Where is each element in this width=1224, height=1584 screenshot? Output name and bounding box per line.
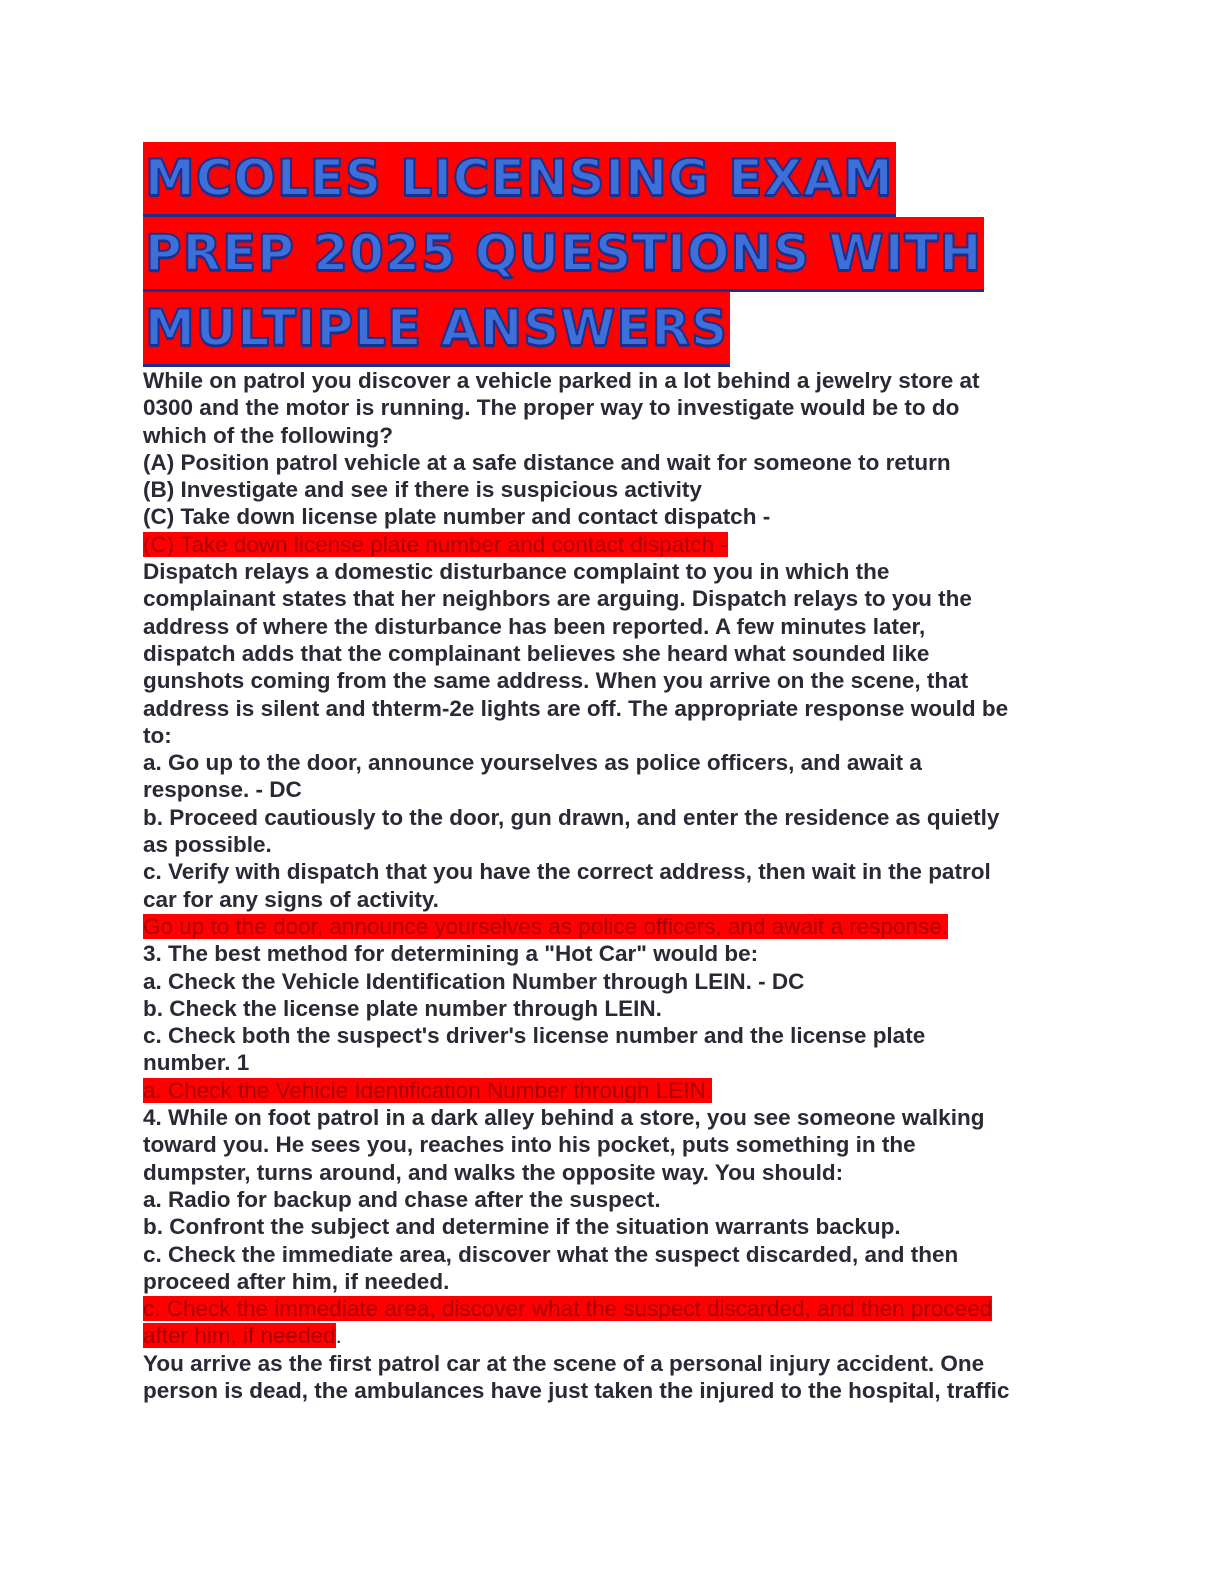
answer-option: a. Radio for backup and chase after the suspect. [143,1186,661,1212]
question-1 [143,367,1078,558]
highlighted-answer: c. Check the immediate area, discover what the suspect discarded, and then proceed [143,1296,993,1322]
highlighted-answer-line [143,1322,1078,1349]
question-stem: dumpster, turns around, and walks the opposite way. You should: [143,1159,844,1185]
question-stem: Dispatch relays a domestic disturbance complaint to you in which the [143,559,890,585]
highlighted-answer: (C) Take down license plate number and contact dispatch - [143,531,728,557]
answer-option: response. - DC [143,777,302,803]
answer-option: c. Check the immediate area, discover what the suspect discarded, and then [143,1241,959,1267]
title-line-3: MULTIPLE ANSWERS [143,292,730,367]
question-stem: You arrive as the first patrol car at the scene of a personal injury accident. One [143,1350,985,1376]
answer-option: (A) Position patrol vehicle at a safe distance and wait for someone to return [143,449,951,475]
document-page [143,142,1078,1404]
question-stem: gunshots coming from the same address. When you arrive on the scene, that [143,668,969,694]
document-title [143,142,1078,367]
question-stem: 0300 and the motor is running. The proper way to investigate would be to do [143,395,960,421]
answer-option: b. Check the license plate number through LEIN. [143,995,662,1021]
answer-option: car for any signs of activity. [143,886,439,912]
answer-option: (C) Take down license plate number and contact dispatch - [143,504,771,530]
title-line-1: MCOLES LICENSING EXAM [143,142,896,217]
highlighted-answer: Go up to the door, announce yourselves as police officers, and await a response. [143,913,949,939]
question-stem: address of where the disturbance has been reported. A few minutes later, [143,613,926,639]
highlighted-answer-line [143,913,1078,940]
highlighted-answer-line [143,531,1078,558]
question-stem: While on patrol you discover a vehicle parked in a lot behind a jewelry store at [143,368,980,393]
question-2 [143,558,1078,940]
answer-option: a. Check the Vehicle Identification Number through LEIN. - DC [143,968,805,994]
answer-option: (B) Investigate and see if there is suspicious activity [143,477,702,503]
question-stem: 3. The best method for determining a "Hot Car" would be: [143,941,759,967]
question-stem: to: [143,722,172,748]
highlighted-answer: a. Check the Vehicle Identification Number through LEIN. [143,1077,713,1103]
answer-period: . [335,1323,342,1349]
answer-option: b. Proceed cautiously to the door, gun drawn, and enter the residence as quietly [143,804,1000,830]
answer-option: as possible. [143,832,272,858]
highlighted-answer: after him, if needed [143,1323,336,1349]
question-stem: toward you. He sees you, reaches into his pocket, puts something in the [143,1132,916,1158]
highlighted-answer-line [143,1295,1078,1322]
question-stem: which of the following? [143,422,393,448]
question-stem: person is dead, the ambulances have just taken the injured to the hospital, traffic [143,1377,1010,1403]
answer-option: c. Check both the suspect's driver's license number and the license plate [143,1023,926,1049]
answer-option: a. Go up to the door, announce yourselves as police officers, and await a [143,750,922,776]
question-stem: complainant states that her neighbors are arguing. Dispatch relays to you the [143,586,972,612]
question-4 [143,1104,1078,1350]
answer-option: proceed after him, if needed. [143,1268,450,1294]
questions-body [143,367,1078,1404]
answer-option: c. Verify with dispatch that you have the correct address, then wait in the patrol [143,859,991,885]
question-stem: address is silent and thterm-2e lights are off. The appropriate response would be [143,695,1009,721]
question-3 [143,940,1078,1104]
question-5 [143,1350,1078,1405]
answer-option: b. Confront the subject and determine if the situation warrants backup. [143,1214,901,1240]
answer-option: number. 1 [143,1050,250,1076]
title-line-2: PREP 2025 QUESTIONS WITH [143,217,984,292]
highlighted-answer-line [143,1077,1078,1104]
question-stem: dispatch adds that the complainant believes she heard what sounded like [143,640,930,666]
question-stem: 4. While on foot patrol in a dark alley behind a store, you see someone walking [143,1105,985,1131]
